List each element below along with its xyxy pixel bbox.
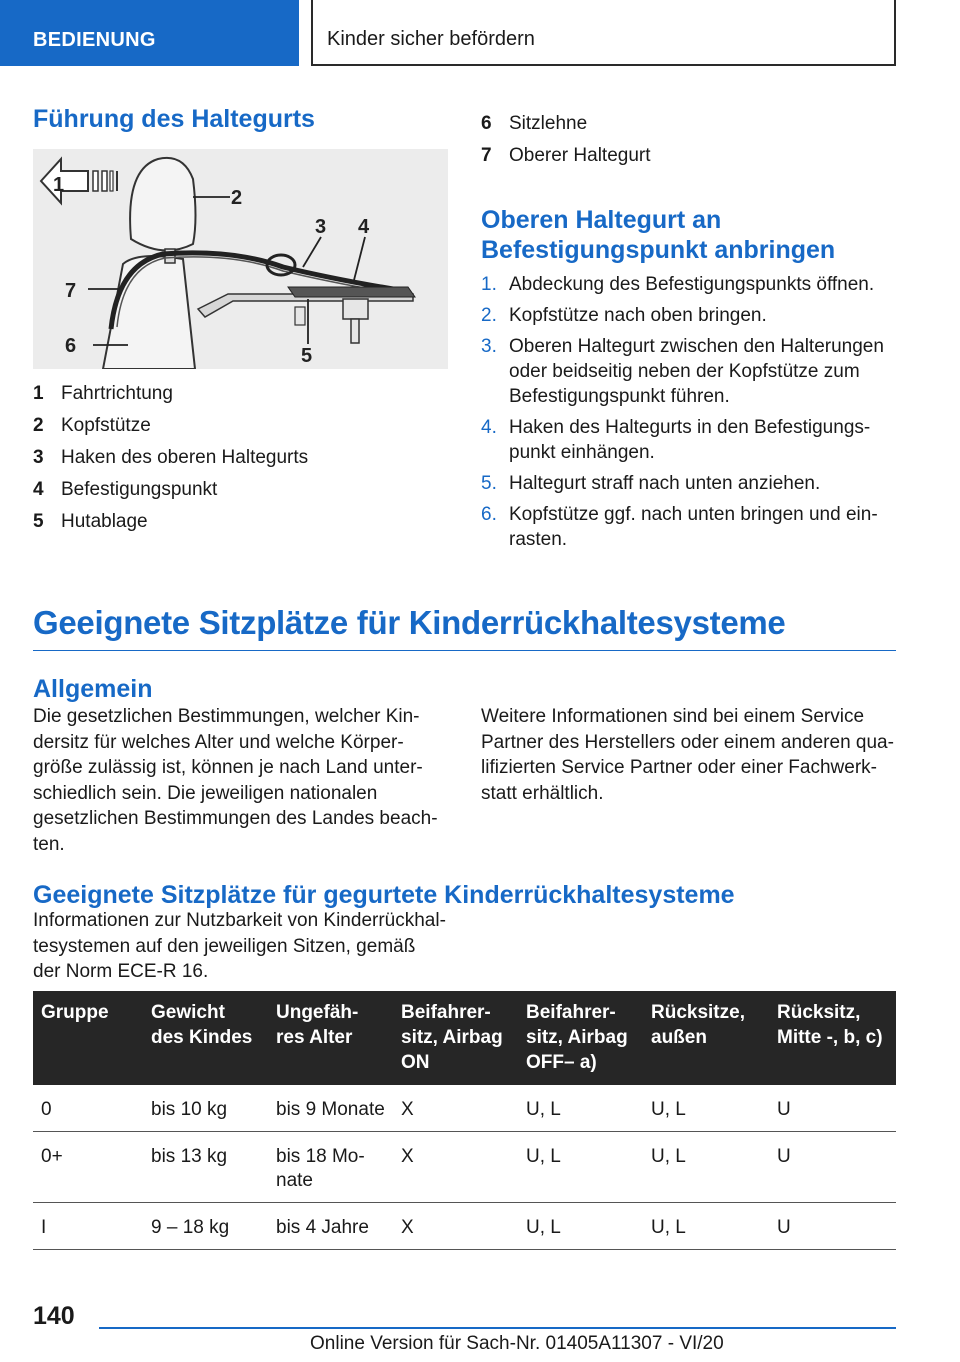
table-header-cell: Beifahrer-sitz, Airbag OFF– a): [518, 991, 643, 1085]
figure-label-2: 2: [231, 187, 243, 209]
page-number: 140: [33, 1302, 75, 1330]
headrest-shape: [130, 158, 195, 251]
tether-routing-illustration: [33, 149, 448, 369]
figure-label-5: 5: [301, 345, 313, 367]
routing-title: Führung des Haltegurts: [33, 105, 315, 133]
seats-section-title: Geeignete Sitzplätze für Kinderrückhaltesysteme: [33, 604, 896, 651]
page-header: [0, 0, 960, 66]
belted-title: Geeignete Sitzplätze für gegurtete Kinderrückhaltesysteme: [33, 881, 735, 909]
table-header-cell: Beifahrer-sitz, Airbag ON: [393, 991, 518, 1085]
figure-label-6: 6: [65, 335, 77, 357]
seat-suitability-table: [33, 991, 896, 1250]
table-header-cell: Gruppe: [33, 991, 143, 1085]
figure-label-4: 4: [358, 216, 370, 238]
general-title: Allgemein: [33, 675, 153, 703]
legend-item: 3 Haken des oberen Haltegurts: [33, 447, 309, 468]
legend-list-left: [33, 378, 448, 538]
table-row: 0 bis 10 kg bis 9 Monate X U, L U, L U: [33, 1085, 896, 1132]
attach-title: Oberen Haltegurt an Befestigungspunkt anbringen: [481, 206, 836, 264]
table-header-cell: Ungefäh-res Alter: [268, 991, 393, 1085]
step-item: 4. Haken des Haltegurts in den Befestigungs-punkt einhängen.: [481, 417, 871, 463]
legend-item: 5 Hutablage: [33, 511, 148, 532]
step-item: 6. Kopfstütze ggf. nach unten bringen und ein-rasten.: [481, 504, 878, 550]
figure-label-3: 3: [315, 216, 327, 238]
table-header-cell: Gewicht des Kindes: [143, 991, 268, 1085]
belted-intro: Informationen zur Nutzbarkeit von Kinderrückhal-tesystemen auf den jeweiligen Sitzen, gemäß der Norm ECE-R 16.: [33, 910, 446, 982]
general-paragraph-right: Weitere Informationen sind bei einem Service Partner des Herstellers oder einem anderen qua-lifizierten Service Partner oder einer Fachwerk-statt erhältlich.: [481, 706, 894, 804]
legend-item: 2 Kopfstütze: [33, 415, 151, 436]
figure-label-7: 7: [65, 280, 77, 302]
step-item: 1. Abdeckung des Befestigungspunkts öffnen.: [481, 274, 875, 295]
step-item: 3. Oberen Haltegurt zwischen den Halterungen oder beidseitig neben der Kopfstütze zum Befestigungspunkt führen.: [481, 336, 884, 407]
attach-steps: [481, 272, 896, 558]
seat-back-shape: [103, 256, 195, 369]
general-paragraph-left: Die gesetzlichen Bestimmungen, welcher Kin-dersitz für welches Alter und welche Körper-größe zulässig ist, können je nach Land unter-schiedlich sein. Die jeweiligen nationalen gesetzlichen Bestimmungen des Landes beach-ten.: [33, 706, 438, 855]
legend-item: 1 Fahrtrichtung: [33, 383, 173, 404]
legend-item: 6 Sitzlehne: [481, 113, 588, 134]
figure-label-1: 1: [53, 174, 65, 196]
headrest-diagram: [33, 149, 448, 369]
legend-item: 7 Oberer Haltegurt: [481, 145, 651, 166]
table-row: 0+ bis 13 kg bis 18 Mo-nate X U, L U, L U: [33, 1132, 896, 1203]
online-version-note: Online Version für Sach-Nr. 01405A11307 - VI/20: [310, 1333, 724, 1354]
table-header-cell: Rücksitz, Mitte -, b, c): [769, 991, 896, 1085]
legend-list-right: [481, 108, 896, 172]
section-tab: BEDIENUNG: [0, 0, 299, 66]
anchor-point-shape: [343, 299, 368, 319]
chapter-title: Kinder sicher befördern: [311, 0, 896, 66]
legend-item: 4 Befestigungspunkt: [33, 479, 218, 500]
table-header-row: [33, 991, 896, 1085]
step-item: 5. Haltegurt straff nach unten anziehen.: [481, 473, 821, 494]
table-row: I 9 – 18 kg bis 4 Jahre X U, L U, L U: [33, 1203, 896, 1250]
step-item: 2. Kopfstütze nach oben bringen.: [481, 305, 767, 326]
table-header-cell: Rücksitze, außen: [643, 991, 769, 1085]
footer-divider: [99, 1327, 896, 1329]
